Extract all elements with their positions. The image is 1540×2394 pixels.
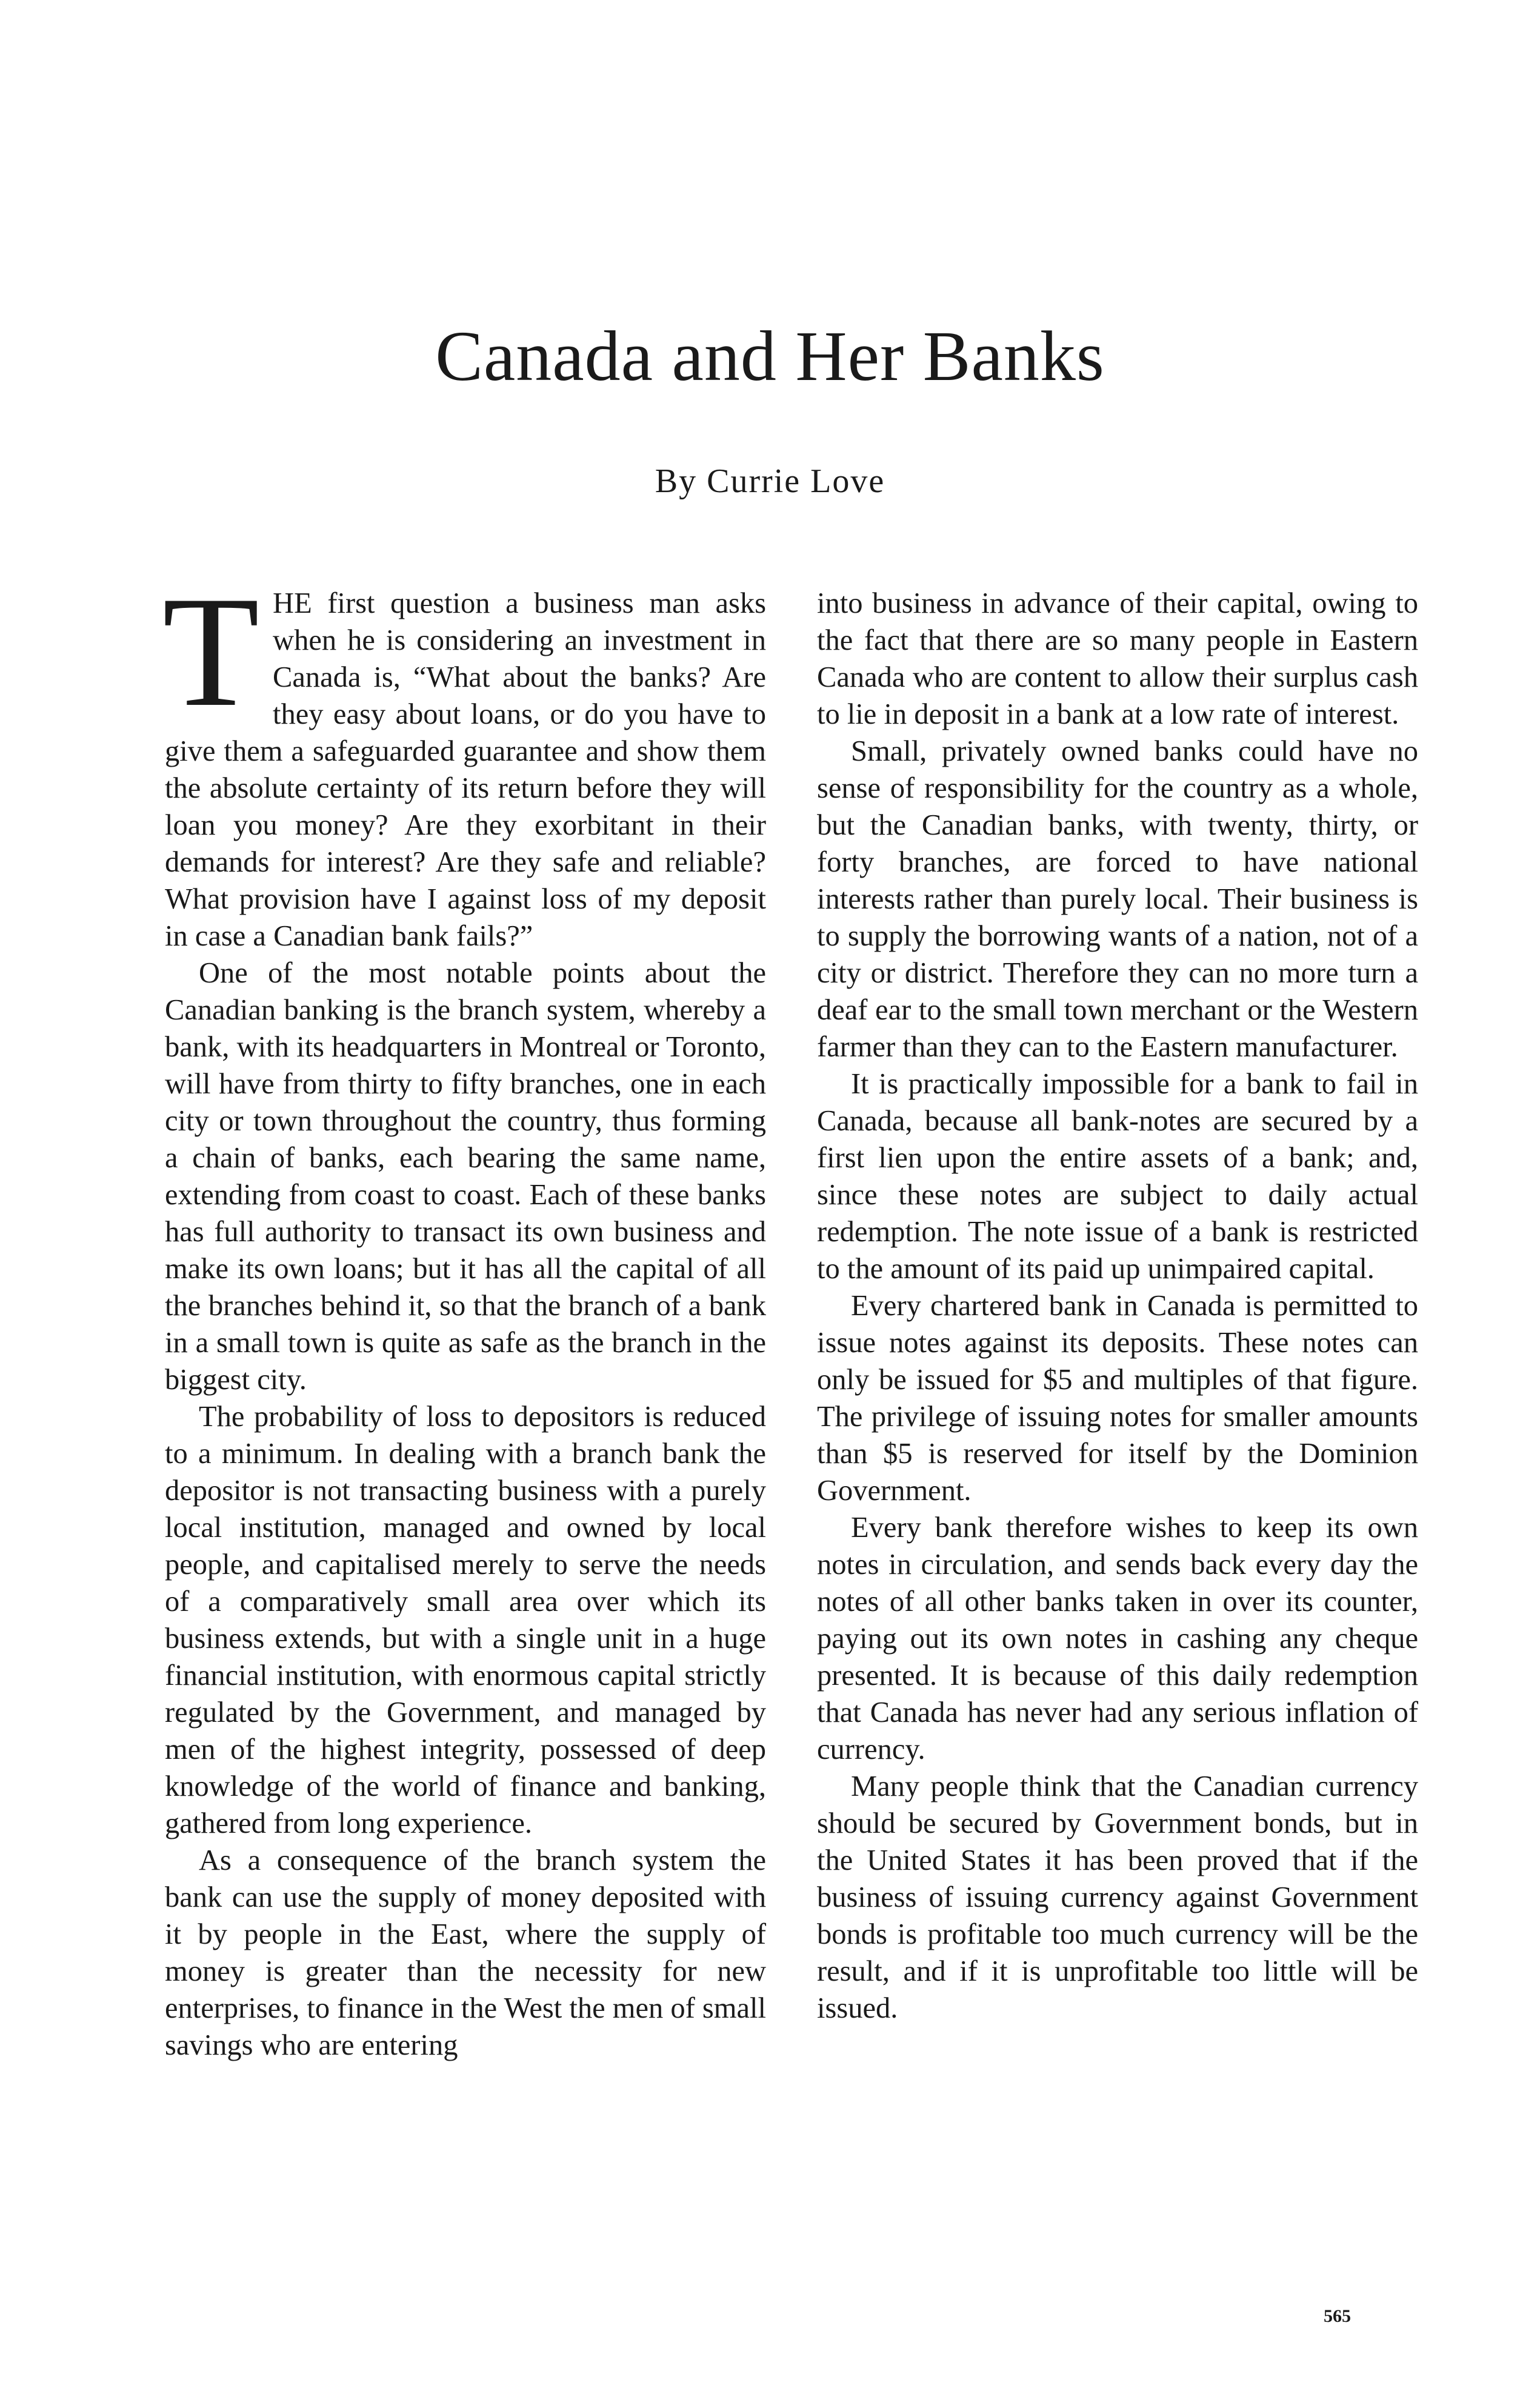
- paragraph: [162, 564, 766, 955]
- paragraph-text: HE first question a business man asks when he is considering an investment in Canada is, “What about the banks? Are they easy about loans, or do you have to give them a safeguarded guarantee and show them the absolute certainty of its return before they will loan you money? Are they exorbitant in their demands for interest? Are they safe and reliable? What provision have I against loss of my deposit in case a Canadian bank fails?”: [165, 587, 766, 952]
- paragraph: It is practically impossible for a bank to fail in Canada, because all bank-notes are secured by a first lien upon the entire assets of a bank; and, since these notes are subject to daily actual redemption. The note issue of a bank is restricted to the amount of its paid up unimpaired capital.: [817, 1068, 1418, 1285]
- article-byline: By Currie Love: [655, 462, 885, 500]
- paragraph: Many people think that the Canadian currency should be secured by Government bonds, but in the United States it has been proved that if the business of issuing currency against Government bonds is profitable too much currency will be the result, and if it is unprofitable too little will be issued.: [817, 1770, 1418, 2024]
- right-column: [817, 585, 1418, 2064]
- paragraph: Every bank therefore wishes to keep its own notes in circulation, and sends back every day the notes of all other banks taken in over its counter, paying out its own notes in cashing any cheque presented. It is because of this daily redemption that Canada has never had any serious inflation of currency.: [817, 1512, 1418, 1765]
- paragraph: One of the most notable points about the Canadian banking is the branch system, whereby a bank, with its headquarters in Montreal or Toronto, will have from thirty to fifty branches, one in each city or town throughout the country, thus forming a chain of banks, each bearing the same name, extending from coast to coast. Each of these banks has full authority to transact its own business and make its own loans; but it has all the capital of all the branches behind it, so that the branch of a bank in a small town is quite as safe as the branch in the biggest city.: [165, 957, 766, 1396]
- article-body: [162, 564, 1418, 2064]
- paragraph: into business in advance of their capital, owing to the fact that there are so many people in Eastern Canada who are content to allow their surplus cash to lie in deposit in a bank at a low rate of interest.: [817, 587, 1418, 730]
- paragraph: As a consequence of the branch system the bank can use the supply of money deposited with it by people in the East, where the supply of money is greater than the necessity for new enterprises, to finance in the West the men of small savings who are entering: [165, 1844, 766, 2061]
- article-title: Canada and Her Banks: [435, 316, 1105, 396]
- left-column: [162, 564, 766, 2064]
- paragraph: Small, privately owned banks could have no sense of responsibility for the country as a whole, but the Canadian banks, with twenty, thirty, or forty branches, are forced to have national interests rather than purely local. Their business is to supply the borrowing wants of a nation, not of a city or district. Therefore they can no more turn a deaf ear to the small town merchant or the Western farmer than they can to the Eastern manufacturer.: [817, 735, 1418, 1063]
- drop-cap: T: [162, 564, 260, 739]
- paragraph: The probability of loss to depositors is reduced to a minimum. In dealing with a branch bank the depositor is not transacting business with a purely local institution, managed and owned by local people, and capitalised merely to serve the needs of a comparatively small area over which its business extends, but with a single unit in a huge financial institution, with enormous capital strictly regulated by the Government, and managed by men of the highest integrity, possessed of deep knowledge of the world of finance and banking, gathered from long experience.: [165, 1401, 766, 1839]
- page-number: 565: [1324, 2306, 1351, 2326]
- paragraph: Every chartered bank in Canada is permitted to issue notes against its deposits. These notes can only be issued for $5 and multiples of that figure. The privilege of issuing notes for smaller amounts than $5 is reserved for itself by the Dominion Government.: [817, 1290, 1418, 1507]
